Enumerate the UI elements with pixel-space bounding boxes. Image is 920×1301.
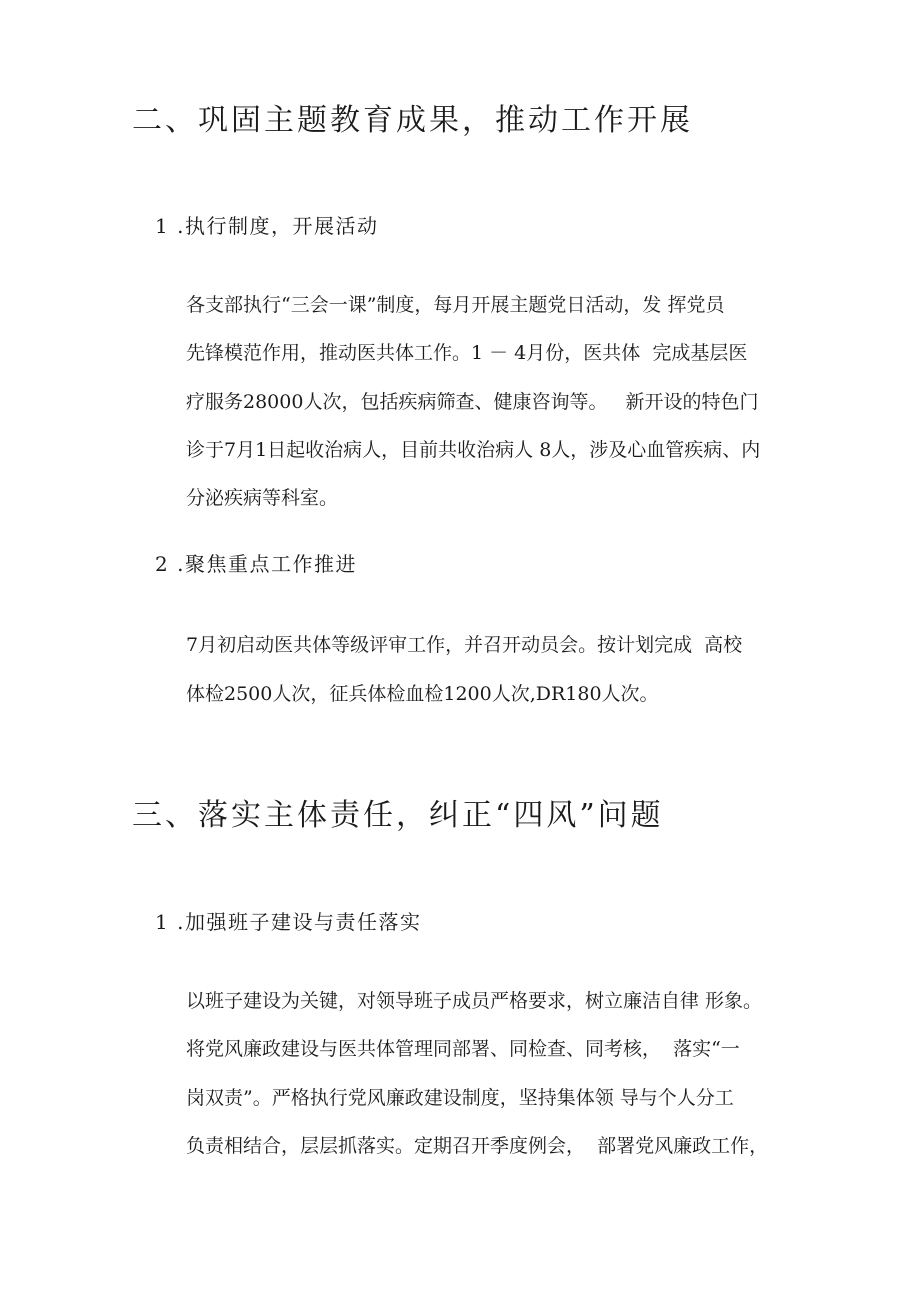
subsection-title: 1 .加强班子建设与责任落实 — [155, 910, 422, 934]
subsection-title: 2 .聚焦重点工作推进 — [155, 552, 357, 576]
section-heading: 二、巩固主题教育成果，推动工作开展 — [132, 103, 693, 138]
section-heading: 三、落实主体责任，纠正“四风”问题 — [132, 798, 664, 833]
paragraph-line: 先锋模范作用，推动医共体工作。1 － 4月份，医共体 完成基层医 — [186, 342, 748, 364]
paragraph-line: 诊于7月1日起收治病人，目前共收治病人 8人，涉及心血管疾病、内 — [186, 439, 761, 461]
paragraph-line: 7月初启动医共体等级评审工作，并召开动员会。按计划完成 高校 — [186, 634, 743, 656]
subsection-title: 1 .执行制度，开展活动 — [155, 214, 379, 238]
paragraph-line: 将党风廉政建设与医共体管理同部署、同检查、同考核， 落实“一 — [186, 1038, 740, 1060]
paragraph-line: 以班子建设为关键，对领导班子成员严格要求，树立廉洁自律 形象。 — [186, 990, 763, 1012]
paragraph-line: 分泌疾病等科室。 — [186, 487, 339, 509]
paragraph-line: 岗双责”。严格执行党风廉政建设制度，坚持集体领 导与个人分工 — [186, 1087, 734, 1109]
paragraph-line: 疗服务28000人次，包括疾病筛查、健康咨询等。 新开设的特色门 — [186, 391, 759, 413]
paragraph-line: 各支部执行“三会一课”制度，每月开展主题党日活动，发 挥党员 — [186, 294, 725, 316]
paragraph-line: 负责相结合，层层抓落实。定期召开季度例会， 部署党风廉政工作， — [186, 1135, 769, 1157]
paragraph-line: 体检2500人次，征兵体检血检1200人次,DR180人次。 — [186, 683, 659, 705]
